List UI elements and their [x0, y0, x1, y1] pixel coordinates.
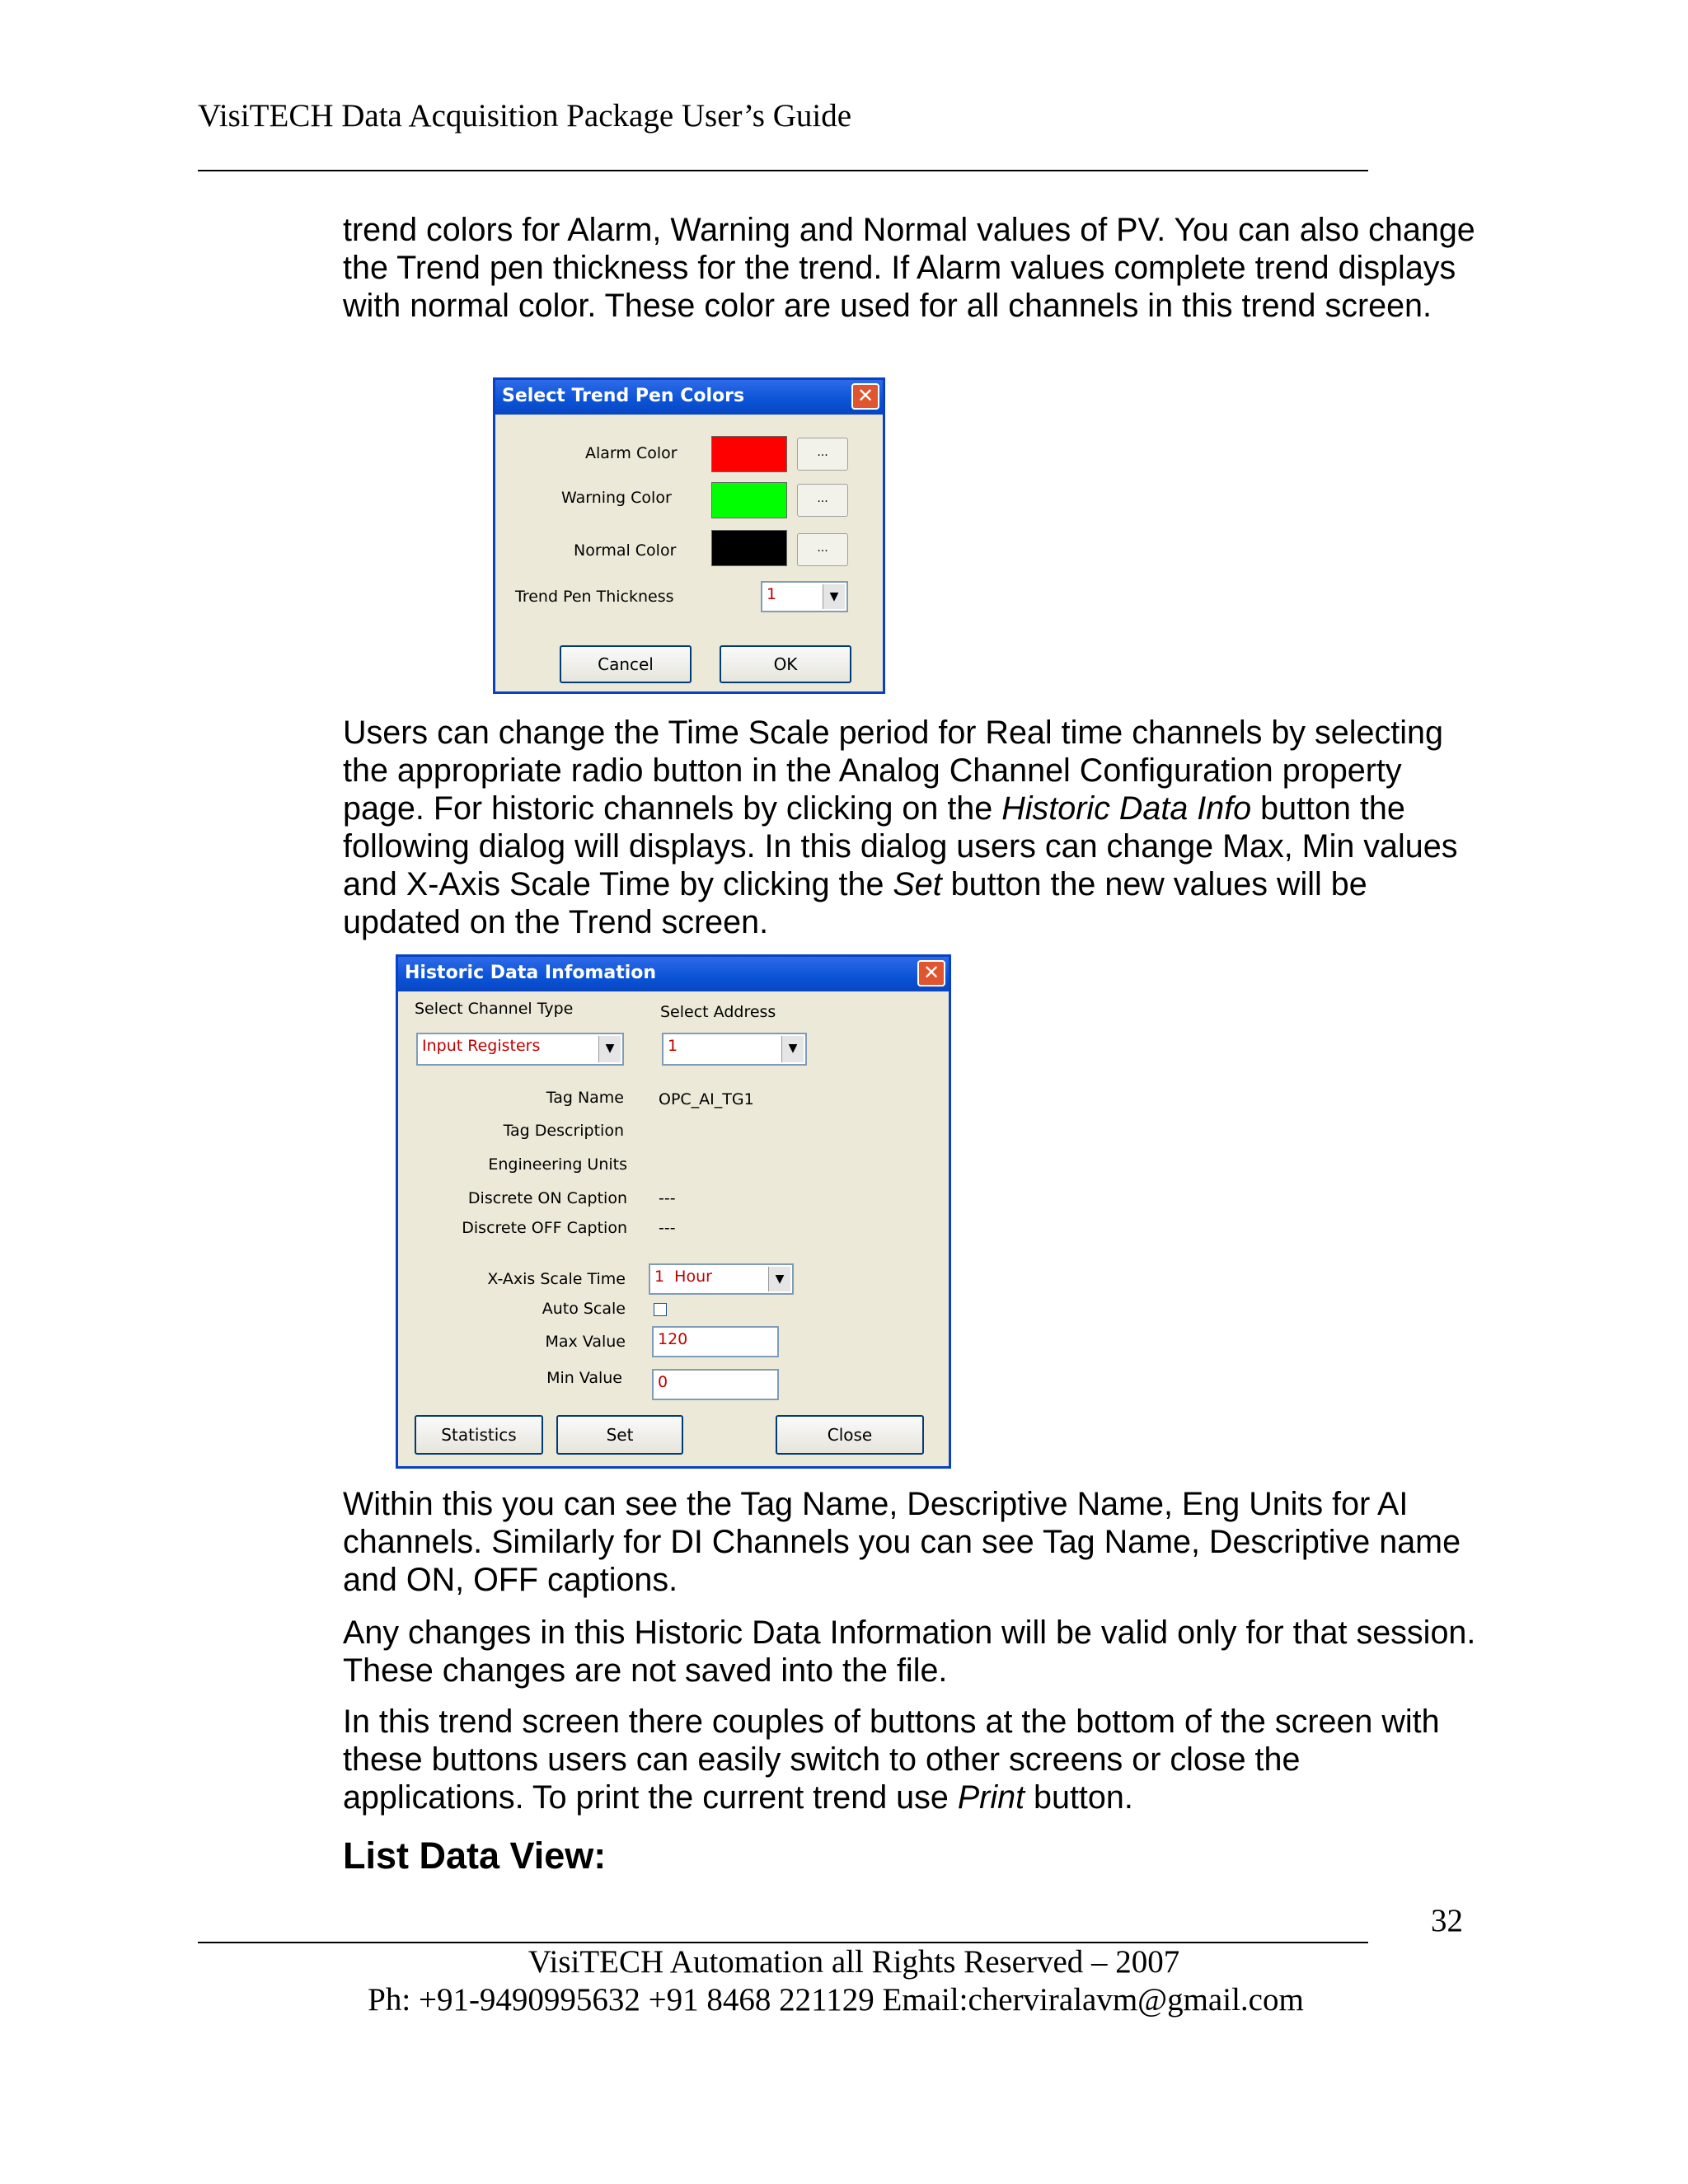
paragraph-bottom-buttons-part2: button. [1025, 1779, 1133, 1816]
channel-type-label: Select Channel Type [415, 1000, 574, 1018]
normal-color-swatch [711, 530, 787, 566]
engineering-units-label: Engineering Units [488, 1155, 627, 1174]
alarm-color-label: Alarm Color [585, 444, 678, 462]
cancel-button[interactable]: Cancel [560, 645, 692, 683]
statistics-button[interactable]: Statistics [415, 1415, 543, 1455]
page-header-title: VisiTECH Data Acquisition Package User’s Guide [198, 98, 852, 134]
dialog-titlebar [495, 380, 883, 415]
trend-pen-thickness-select[interactable] [761, 581, 848, 612]
min-value-input[interactable]: 0 [652, 1369, 779, 1400]
discrete-off-caption-label: Discrete OFF Caption [462, 1219, 627, 1237]
chevron-down-icon: ▼ [823, 584, 845, 609]
paragraph-bottom-buttons-part1: In this trend screen there couples of buttons at the bottom of the screen with these buttons users can easily switch to other screens or close the applications. To print the current trend use [343, 1704, 1440, 1816]
auto-scale-label: Auto Scale [542, 1300, 626, 1318]
close-icon[interactable]: ✕ [851, 383, 879, 410]
trend-pen-thickness-value: 1 [767, 585, 777, 603]
section-heading: List Data View: [343, 1835, 607, 1877]
paragraph-trend-colors: trend colors for Alarm, Warning and Normal values of PV. You can also change the Trend pen thickness for the trend. If Alarm values complete trend displays with normal color. These color are used for all channels in this trend screen. [343, 212, 1475, 324]
trend-pen-colors-dialog [493, 377, 885, 694]
set-emphasis: Set [893, 866, 942, 902]
ok-button[interactable]: OK [720, 645, 851, 683]
historic-data-dialog [396, 954, 951, 1469]
paragraph-time-scale-part3: button the new values will be updated on the Trend screen. [343, 866, 1367, 940]
close-icon[interactable]: ✕ [917, 960, 945, 987]
historic-data-info-emphasis: Historic Data Info [1001, 790, 1252, 827]
footer-contact: Ph: +91-9490995632 +91 8468 221129 Email:cherviralavm@gmail.com [368, 1982, 1304, 2018]
tag-name-value: OPC_AI_TG1 [659, 1090, 754, 1108]
warning-color-browse-button[interactable]: ... [797, 484, 848, 517]
min-value-label: Min Value [546, 1369, 622, 1387]
set-button[interactable]: Set [556, 1415, 683, 1455]
x-axis-scale-time-value: 1 Hour [654, 1268, 712, 1286]
warning-color-swatch [711, 482, 787, 518]
tag-name-label: Tag Name [546, 1089, 624, 1107]
warning-color-label: Warning Color [561, 489, 672, 507]
normal-color-label: Normal Color [574, 541, 677, 560]
dialog-title: Select Trend Pen Colors [502, 386, 745, 406]
chevron-down-icon: ▼ [598, 1036, 621, 1062]
page-number: 32 [1431, 1903, 1463, 1938]
address-value: 1 [668, 1037, 678, 1055]
close-button[interactable]: Close [776, 1415, 924, 1455]
paragraph-time-scale-part2: button the following dialog will displays. In this dialog users can change Max, Min values and X-Axis Scale Time by clicking the [343, 790, 1458, 902]
x-axis-scale-time-select[interactable] [649, 1263, 794, 1295]
max-value-input[interactable]: 120 [652, 1326, 779, 1357]
max-value-label: Max Value [545, 1333, 626, 1351]
discrete-on-caption-value: --- [659, 1189, 676, 1207]
chevron-down-icon: ▼ [781, 1036, 804, 1062]
paragraph-session-changes: Any changes in this Historic Data Information will be valid only for that session. These changes are not saved into the file. [343, 1615, 1476, 1689]
tag-description-label: Tag Description [503, 1122, 624, 1140]
paragraph-time-scale [343, 714, 1489, 941]
paragraph-time-scale-part1: Users can change the Time Scale period for Real time channels by selecting the appropriate radio button in the Analog Channel Configuration property page. For historic channels by clicking on the [343, 715, 1443, 827]
footer-copyright: VisiTECH Automation all Rights Reserved – 2007 [528, 1944, 1180, 1980]
alarm-color-swatch [711, 436, 787, 472]
paragraph-bottom-buttons [343, 1703, 1489, 1816]
print-emphasis: Print [957, 1779, 1025, 1816]
dialog-title: Historic Data Infomation [405, 963, 657, 983]
x-axis-scale-time-label: X-Axis Scale Time [487, 1270, 626, 1288]
auto-scale-checkbox[interactable] [654, 1303, 667, 1316]
address-select[interactable] [662, 1033, 807, 1066]
dialog-titlebar [398, 957, 949, 991]
trend-pen-thickness-label: Trend Pen Thickness [515, 588, 674, 606]
channel-type-value: Input Registers [422, 1037, 541, 1055]
discrete-off-caption-value: --- [659, 1219, 676, 1237]
paragraph-tag-info: Within this you can see the Tag Name, Descriptive Name, Eng Units for AI channels. Similarly for DI Channels you can see Tag Name, Descriptive name and ON, OFF captions. [343, 1486, 1461, 1598]
chevron-down-icon: ▼ [768, 1267, 790, 1291]
discrete-on-caption-label: Discrete ON Caption [467, 1189, 627, 1207]
normal-color-browse-button[interactable]: ... [797, 533, 848, 566]
header-divider [198, 170, 1368, 171]
channel-type-select[interactable] [416, 1033, 624, 1066]
address-label: Select Address [660, 1003, 776, 1021]
alarm-color-browse-button[interactable]: ... [797, 438, 848, 471]
